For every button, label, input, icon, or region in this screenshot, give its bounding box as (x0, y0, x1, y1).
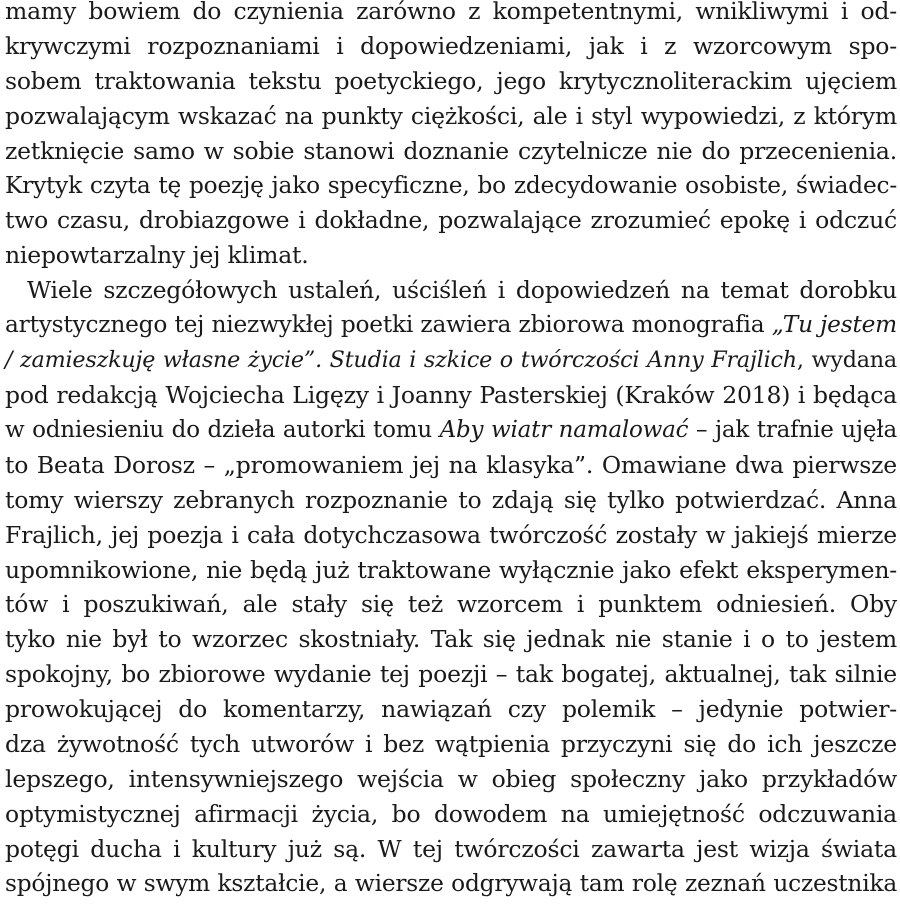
text-line: two czasu, drobiazgowe i dokładne, pozwalające zrozumieć epokę i odczuć (5, 206, 897, 235)
text-line: to Beata Dorosz – „promowaniem jej na klasyka”. Omawiane dwa pierwsze (5, 450, 897, 479)
text-line: zetknięcie samo w sobie stanowi doznanie czytelnicze nie do przecenienia. (5, 136, 897, 165)
text-span: artystycznego tej niezwykłej poetki zawiera zbiorowa monografia (5, 311, 772, 339)
text-line (5, 343, 897, 378)
text-line: Wiele szczegółowych ustaleń, uściśleń i dopowiedzeń na temat dorobku (27, 276, 897, 305)
text-line: Frajlich, jej poezja i cała dotychczasowa twórczość zostały w jakiejś mierze (5, 520, 897, 549)
text-line: optymistycznej afirmacji życia, bo dowodem na umiejętność odczuwania (5, 799, 897, 828)
text-line: prowokującej do komentarzy, nawiązań czy polemik – jedynie potwier- (5, 695, 897, 724)
text-span: , wydana (796, 347, 897, 374)
text-span: – jak trafnie ujęła (688, 416, 897, 443)
text-line: potęgi ducha i kultury już są. W tej twórczości zawarta jest wizja świata (5, 834, 897, 863)
book-title-italic: Aby wiatr namalować (439, 416, 689, 443)
text-line: sobem traktowania tekstu poetyckiego, jego krytycznoliterackim ujęciem (5, 66, 897, 95)
text-line: tów i poszukiwań, ale stały się też wzorcem i punktem odniesień. Oby (5, 590, 897, 619)
text-line: Krytyk czyta tę poezję jako specyficzne, bo zdecydowanie osobiste, świadec- (5, 171, 897, 199)
text-line: spójnego w swym kształcie, a wiersze odgrywają tam rolę zeznań uczestnika (5, 869, 897, 897)
text-line: tyko nie był to wzorzec skostniały. Tak się jednak nie stanie i o to jestem (5, 625, 897, 654)
text-line: niepowtarzalny jej klimat. (5, 241, 309, 270)
text-line: tomy wierszy zebranych rozpoznanie to zdają się tylko potwierdzać. Anna (5, 485, 897, 514)
text-line: lepszego, intensywniejszego wejścia w obieg społeczny jako przykładów (5, 764, 897, 793)
text-span: w odniesieniu do dzieła autorki tomu (5, 416, 440, 443)
text-line: pod redakcją Wojciecha Ligęzy i Joanny Pasterskiej (Kraków 2018) i będąca (5, 380, 897, 409)
text-line: pozwalającym wskazać na punkty ciężkości, ale i styl wypowiedzi, z którym (5, 101, 897, 130)
text-line: mamy bowiem do czynienia zarówno z kompetentnymi, wnikliwymi i od- (5, 0, 897, 25)
text-line: dza żywotność tych utworów i bez wątpienia przyczyni się do ich jeszcze (5, 730, 897, 759)
text-line (5, 413, 897, 448)
text-line: upomnikowione, nie będą już traktowane wyłącznie jako efekt eksperymen- (5, 555, 897, 584)
book-title-italic: „Tu jestem (771, 311, 898, 339)
text-line: spokojny, bo zbiorowe wydanie tej poezji – tak bogatej, aktualnej, tak silnie (5, 660, 897, 689)
text-line (5, 308, 897, 343)
book-title-italic: / zamieszkuję własne życie”. Studia i szkice o twórczości Anny Frajlich (5, 347, 797, 374)
text-line: krywczymi rozpoznaniami i dopowiedzeniami, jak i z wzorcowym spo- (5, 31, 897, 60)
